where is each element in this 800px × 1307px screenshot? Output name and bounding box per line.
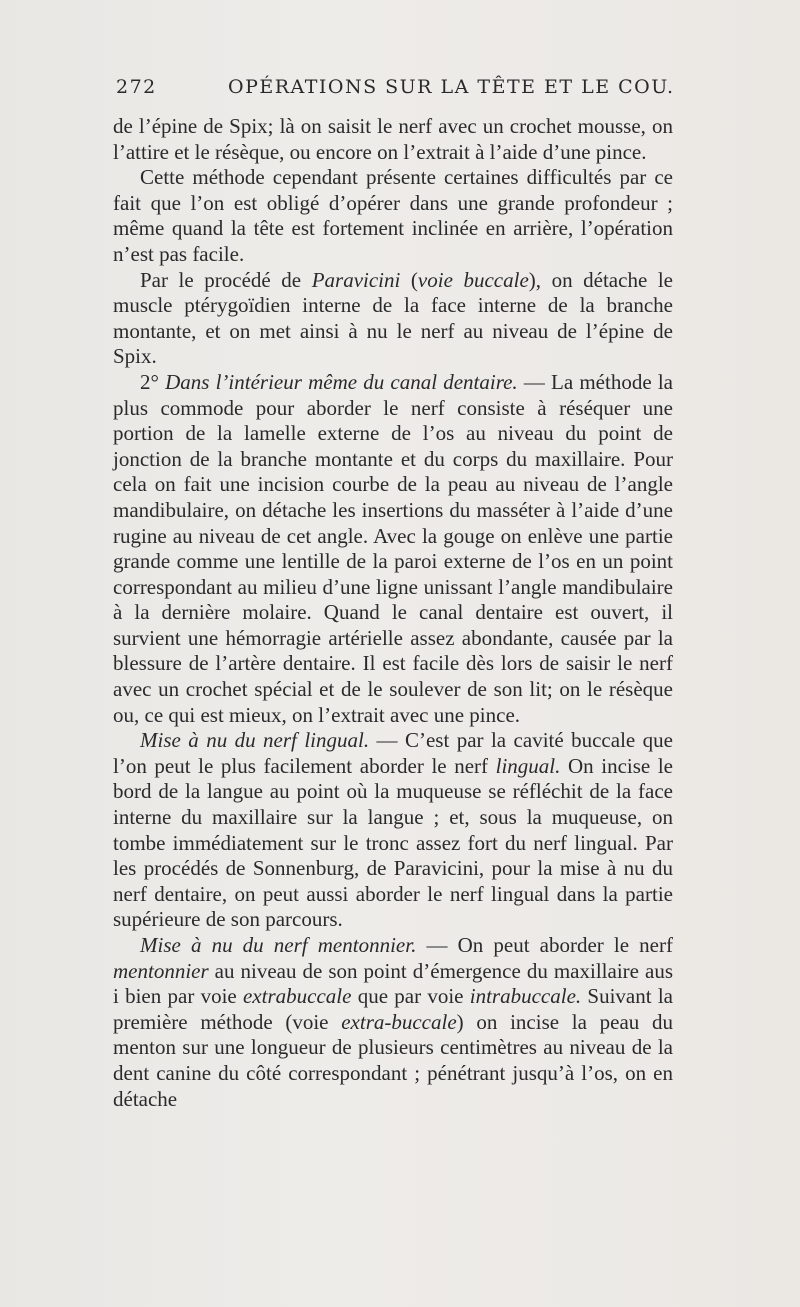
text-run: de l’épine de Spix; là on saisit le nerf avec un crochet mousse, on l’attire et le résèque, ou encore on l’extrait à l’aide d’une pince.: [113, 114, 673, 164]
text-run: — La méthode la plus commode pour aborder le nerf consiste à réséquer une portion de la lamelle externe de l’os au niveau du point de jonction de la branche montante et du corps du maxillaire. Pour cela on fait une incision courbe de la peau au niveau de l’angle mandibulaire, on détache les insertions du masséter à l’aide d’une rugine au niveau de cet angle. Avec la gouge on enlève une partie grande comme une lentille de la paroi externe de l’os en un point correspondant au milieu d’une ligne unissant l’angle mandibulaire à la dernière molaire. Quand le canal dentaire est ouvert, il survient une hémorragie artérielle assez abondante, causée par la blessure de l’artère dentaire. Il est facile dès lors de saisir le nerf avec un crochet spécial et de le soulever de son lit; on le résèque ou, ce qui est mieux, on l’extrait avec une pince.: [113, 369, 673, 727]
text-run: Suivant la première méthode (voie: [113, 984, 673, 1034]
paragraph: [113, 933, 673, 1112]
italic-text: Dans l’intérieur même du canal dentaire.: [165, 369, 518, 394]
text-run: ), on détache le muscle ptérygoïdien interne de la face interne de la branche montante, et on met ainsi à nu le nerf au niveau de l’épine de Spix.: [113, 267, 673, 369]
text-run: — C’est par la cavité buccale que l’on peut le plus facilement aborder le nerf: [113, 728, 673, 778]
italic-text: Mise à nu du nerf lingual.: [140, 728, 370, 753]
italic-text: mentonnier: [113, 958, 209, 983]
paragraph: [113, 114, 673, 165]
body-text: [113, 114, 673, 1112]
paragraph: [113, 268, 673, 370]
italic-text: Mise à nu du nerf mentonnier.: [140, 933, 417, 957]
running-title: OPÉRATIONS SUR LA TÊTE ET LE COU.: [228, 76, 675, 98]
text-run: Cette méthode cependant présente certaines difficultés par ce fait que l’on est obligé d’opérer dans une grande profondeur ; même quand la tête est fortement inclinée en arrière, l’opération n’est pas facile.: [113, 165, 673, 266]
page-number: 272: [116, 76, 157, 98]
italic-text: lingual.: [495, 753, 561, 778]
running-header: [116, 76, 676, 106]
italic-text: intrabuccale.: [469, 984, 582, 1009]
text-run: — On peut aborder le nerf: [416, 933, 673, 957]
italic-text: Paravicini: [311, 267, 401, 292]
text-run: que par voie: [351, 984, 470, 1009]
italic-text: extrabuccale: [242, 984, 352, 1009]
text-run: au niveau de son point d’émergence du maxillaire aus i bien par voie: [113, 958, 673, 1009]
text-run: On incise le bord de la langue au point où la muqueuse se réfléchit de la face interne du maxillaire sur la langue ; et, sous la muqueuse, on tombe immédiatement sur le tronc assez fort du nerf lingual. Par les procédés de Sonnenburg, de Paravicini, pour la mise à nu du nerf dentaire, on peut aussi aborder le nerf lingual dans la partie supérieure de son parcours.: [113, 753, 673, 932]
paragraph: [113, 728, 673, 933]
text-run: (: [400, 267, 418, 292]
paragraph: [113, 165, 673, 267]
paragraph: [113, 370, 673, 728]
italic-text: extra-buccale: [341, 1009, 457, 1034]
italic-text: voie buccale: [417, 267, 529, 292]
text-run: ) on incise la peau du menton sur une longueur de plusieurs centimètres au niveau de la dent canine du côté correspondant ; pénétrant jusqu’à l’os, on en détache: [113, 1009, 673, 1111]
text-run: Par le procédé de: [140, 267, 312, 292]
text-run: 2°: [140, 369, 166, 394]
